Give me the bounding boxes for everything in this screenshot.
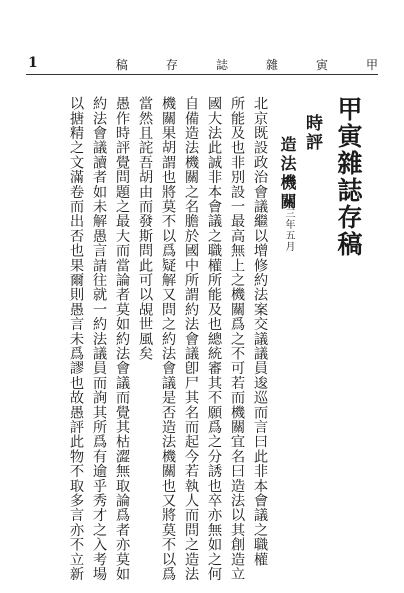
body-column: 機關果胡謂也將莫不以爲疑解又問之約法會議是否造法機關也又將莫不以爲 — [160, 96, 176, 582]
running-title-char: 存 — [165, 58, 178, 72]
section-heading: 時評 — [302, 114, 322, 152]
body-column: 當然且詫吾胡由而發斯問此可以覘世風矣 — [137, 96, 153, 361]
body-column: 以搪精之文滿卷而出否也果爾則愚言未爲謬也故愚評此物不取多言亦不立新 — [68, 96, 84, 582]
page-number: 1 — [28, 55, 38, 71]
header-rule — [26, 74, 378, 75]
body-column: 所能及也非別設一最高無上之機關爲之不可若而機關宜名曰造法以其創造立 — [229, 96, 245, 582]
running-title-char: 稿 — [115, 58, 128, 72]
body-column: 自備造法機關之名膽於國中所謂約法會議卽尸其名而起今若執人而問之造法 — [183, 96, 199, 582]
book-title: 甲寅雜誌存稿 — [334, 96, 363, 258]
body-column: 約法會議讀者如未解愚言請往就一約法議員而詢其所爲有逾乎秀才之入考場 — [91, 96, 107, 582]
running-title-char: 甲 — [365, 58, 378, 72]
body-column: 愚作時評覺問題之最大而當論者莫如約法會議而覺其枯澀無取論爲者亦莫如 — [114, 96, 130, 582]
running-title — [116, 56, 378, 73]
body-column: 國大法此誠非本會議之職權所能及也總統審其不願爲之分誘也卒亦無如之何 — [206, 96, 222, 582]
running-title-char: 寅 — [315, 58, 328, 72]
page-header — [26, 54, 378, 74]
body-column: 北京既設政治會議繼以增修約法案交議議員逡巡而言曰此非本會議之職權 — [252, 96, 268, 567]
article-date: 三年五月 — [283, 208, 294, 252]
running-title-char: 誌 — [215, 58, 228, 72]
article-title: 造法機關 — [278, 136, 297, 212]
running-title-char: 雜 — [265, 58, 278, 72]
